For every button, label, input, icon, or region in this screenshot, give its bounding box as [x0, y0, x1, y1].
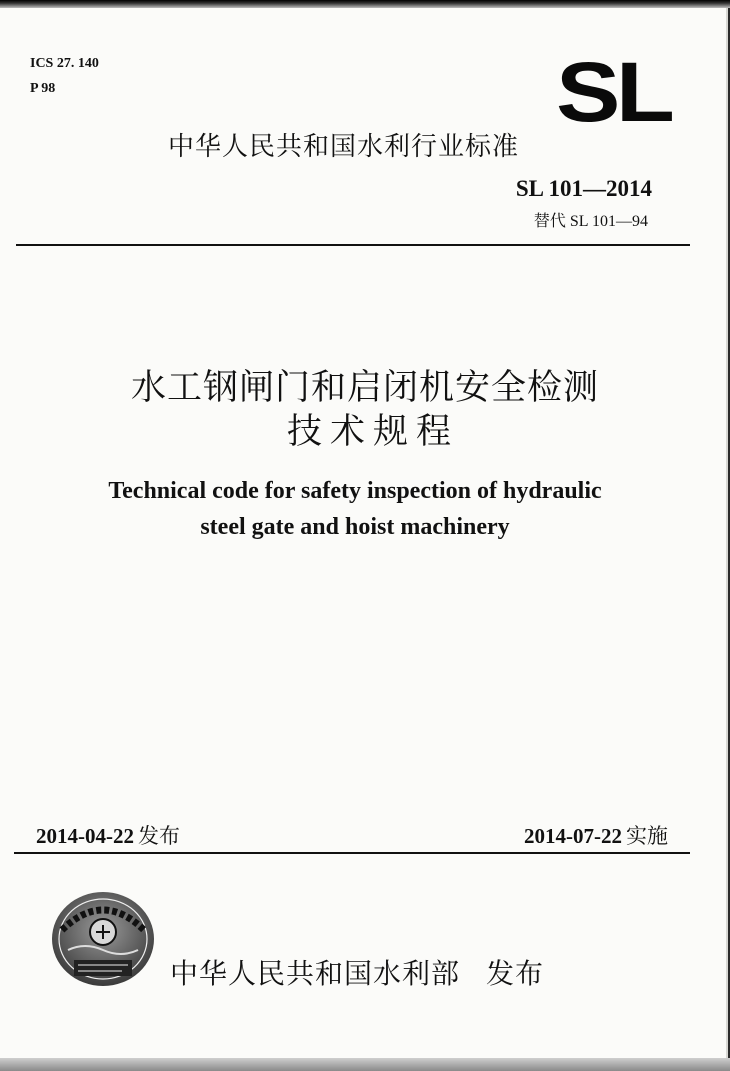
p-code: P 98	[30, 81, 56, 96]
scan-top-edge	[0, 0, 730, 8]
title-en-line2: steel gate and hoist machinery	[200, 514, 510, 540]
title-cn-line2: 技术规程	[286, 412, 459, 452]
publish-label: 发布	[486, 957, 545, 990]
implement-label: 实施	[626, 824, 668, 848]
top-divider	[16, 244, 690, 246]
title-en-line1: Technical code for safety inspection of hydraulic	[108, 478, 602, 504]
standard-number: SL 101—2014	[515, 176, 652, 201]
issue-date	[36, 820, 180, 850]
replaces-standard: 替代 SL 101—94	[533, 213, 648, 230]
publisher	[170, 952, 544, 992]
implement-date-value: 2014-07-22	[524, 824, 622, 848]
ics-code: ICS 27. 140	[30, 56, 99, 71]
scan-bottom-edge	[0, 1058, 730, 1071]
issue-label: 发布	[138, 824, 180, 848]
ministry-seal-icon	[50, 890, 156, 988]
implement-date	[524, 820, 668, 850]
industry-standard-label: 中华人民共和国水利行业标准	[168, 132, 520, 162]
bottom-divider	[14, 852, 690, 854]
document-page	[0, 8, 728, 1058]
title-cn-line1: 水工钢闸门和启闭机安全检测	[130, 368, 599, 408]
publisher-name: 中华人民共和国水利部	[170, 957, 461, 990]
issue-date-value: 2014-04-22	[36, 824, 134, 848]
sl-logo: SL	[556, 45, 671, 139]
